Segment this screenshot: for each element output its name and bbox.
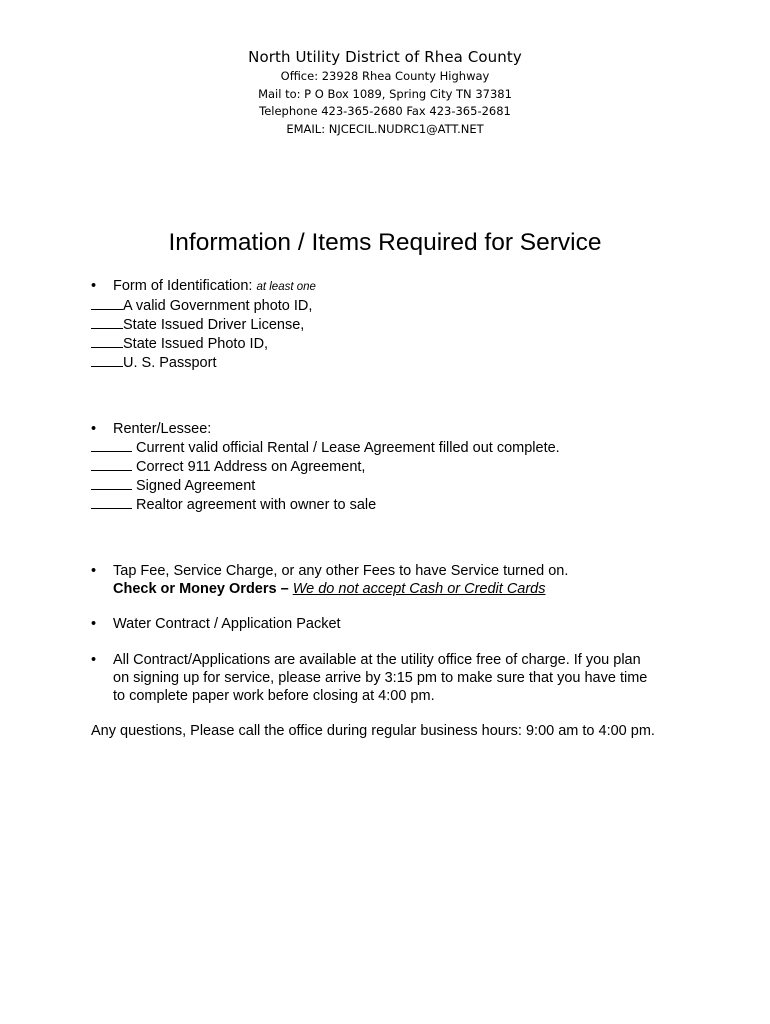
checklist-item-label: Realtor agreement with owner to sale: [136, 497, 377, 513]
checklist-item-label: Signed Agreement: [136, 478, 256, 494]
organization-name: North Utility District of Rhea County: [248, 48, 522, 66]
checkbox-blank[interactable]: [91, 457, 132, 471]
applications-item: [91, 651, 711, 705]
phone-fax: Telephone 423-365-2680 Fax 423-365-2681: [259, 104, 511, 118]
renter-heading: [91, 420, 711, 438]
checkbox-blank[interactable]: [91, 495, 132, 509]
checklist-item-label: Current valid official Rental / Lease Agreement filled out complete.: [136, 440, 560, 456]
checklist-item: [91, 315, 711, 334]
checklist-item-label: State Issued Driver License,: [123, 317, 305, 333]
water-contract-item: [91, 615, 711, 633]
identification-label: Form of Identification:: [113, 278, 257, 294]
checkbox-blank[interactable]: [91, 438, 132, 452]
checklist-item: [91, 476, 711, 495]
fees-item: [91, 562, 711, 598]
renter-section: [91, 420, 711, 514]
email-address: EMAIL: NJCECIL.NUDRC1@ATT.NET: [286, 121, 484, 136]
checkbox-blank[interactable]: [91, 334, 123, 348]
water-contract-text: Water Contract / Application Packet: [113, 616, 341, 632]
applications-line: on signing up for service, please arrive by 3:15 pm to make sure that you have time: [113, 670, 648, 686]
checklist-item-label: State Issued Photo ID,: [123, 336, 269, 352]
document-title: Information / Items Required for Service: [168, 229, 602, 256]
checklist-item: [91, 438, 711, 457]
checkbox-blank[interactable]: [91, 296, 123, 310]
applications-line: All Contract/Applications are available at the utility office free of charge. If you plan: [113, 652, 641, 668]
checklist-item: [91, 495, 711, 514]
questions-section: [91, 722, 711, 740]
questions-text: Any questions, Please call the office during regular business hours: 9:00 am to 4:00 pm.: [91, 723, 655, 739]
renter-label: Renter/Lessee:: [113, 421, 212, 437]
checklist-item: [91, 334, 711, 353]
office-address: Office: 23928 Rhea County Highway: [280, 69, 490, 83]
checklist-item: [91, 296, 711, 315]
applications-line: to complete paper work before closing at 4:00 pm.: [113, 688, 435, 704]
payment-methods: Check or Money Orders –: [113, 581, 293, 597]
checkbox-blank[interactable]: [91, 315, 123, 329]
checkbox-blank[interactable]: [91, 353, 123, 367]
checklist-item-label: U. S. Passport: [123, 355, 217, 371]
identification-note: at least one: [256, 281, 316, 293]
fees-section: [91, 562, 711, 598]
checklist-item: [91, 457, 711, 476]
identification-section: [91, 277, 711, 372]
checklist-item-label: Correct 911 Address on Agreement,: [136, 459, 366, 475]
bullet-icon: •: [91, 278, 97, 294]
mailing-address: Mail to: P O Box 1089, Spring City TN 37381: [258, 86, 512, 101]
bullet-icon: •: [91, 616, 97, 632]
payment-restriction: We do not accept Cash or Credit Cards: [292, 581, 546, 597]
bullet-icon: •: [91, 421, 97, 437]
letterhead: [0, 46, 770, 138]
checklist-item-label: A valid Government photo ID,: [123, 298, 313, 314]
identification-heading: [91, 277, 711, 296]
water-contract-section: [91, 615, 711, 633]
bullet-icon: •: [91, 652, 97, 668]
applications-section: [91, 651, 711, 705]
fees-text: Tap Fee, Service Charge, or any other Fees to have Service turned on.: [113, 563, 569, 579]
payment-terms: [113, 580, 711, 598]
checkbox-blank[interactable]: [91, 476, 132, 490]
checklist-item: [91, 353, 711, 372]
bullet-icon: •: [91, 563, 97, 579]
